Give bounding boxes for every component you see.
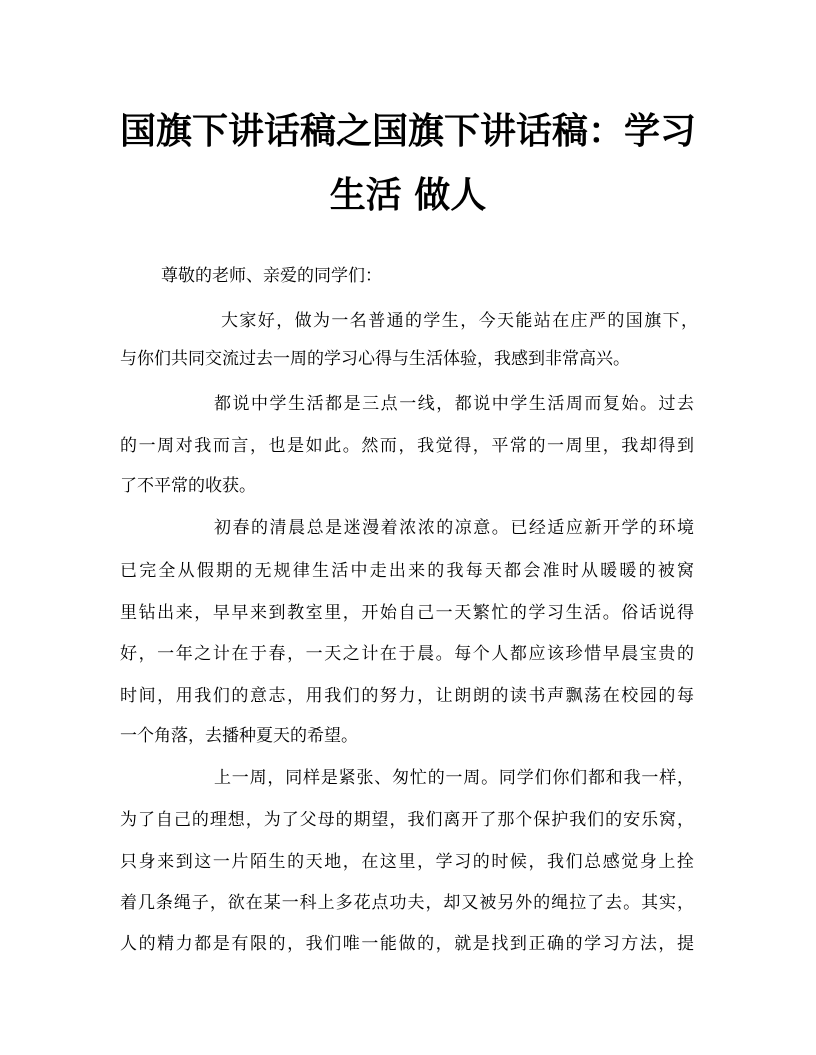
paragraph-4-line-3: 只身来到这一片陌生的天地，在这里，学习的时候，我们总感觉身上拴: [120, 852, 694, 872]
paragraph-3-line-4: 好，一年之计在于春，一天之计在于晨。每个人都应该珍惜早晨宝贵的: [120, 644, 694, 664]
greeting: 尊敬的老师、亲爱的同学们：: [161, 266, 382, 286]
title-line-1: 国旗下讲话稿之国旗下讲话稿：学习: [120, 110, 697, 152]
title-line-2: 生活 做人: [329, 174, 487, 216]
paragraph-3-line-1: 初春的清晨总是迷漫着浓浓的凉意。已经适应新开学的环境: [214, 518, 694, 538]
paragraph-4-line-4: 着几条绳子，欲在某一科上多花点功夫，却又被另外的绳拉了去。其实，: [120, 893, 694, 913]
paragraph-1-line-2: 与你们共同交流过去一周的学习心得与生活体验，我感到非常高兴。: [120, 349, 630, 369]
paragraph-2-line-1: 都说中学生活都是三点一线，都说中学生活周而复始。过去: [214, 394, 694, 414]
paragraph-2-line-2: 的一周对我而言，也是如此。然而，我觉得，平常的一周里，我却得到: [120, 436, 694, 456]
paragraph-3-line-2: 已完全从假期的无规律生活中走出来的我每天都会准时从暖暖的被窝: [120, 561, 694, 581]
paragraph-4-line-1: 上一周，同样是紧张、匆忙的一周。同学们你们都和我一样，: [214, 768, 694, 788]
paragraph-4-line-5: 人的精力都是有限的，我们唯一能做的，就是找到正确的学习方法，提: [120, 934, 694, 954]
paragraph-4-line-2: 为了自己的理想，为了父母的期望，我们离开了那个保护我们的安乐窝，: [120, 810, 694, 830]
paragraph-1-line-1: 大家好，做为一名普通的学生，今天能站在庄严的国旗下，: [221, 311, 698, 331]
paragraph-2-line-3: 了不平常的收获。: [120, 476, 256, 496]
paragraph-3-line-3: 里钻出来，早早来到教室里，开始自己一天繁忙的学习生活。俗话说得: [120, 603, 694, 623]
paragraph-3-line-5: 时间，用我们的意志，用我们的努力，让朗朗的读书声飘荡在校园的每: [120, 686, 694, 706]
paragraph-3-line-6: 一个角落，去播种夏天的希望。: [120, 726, 358, 746]
